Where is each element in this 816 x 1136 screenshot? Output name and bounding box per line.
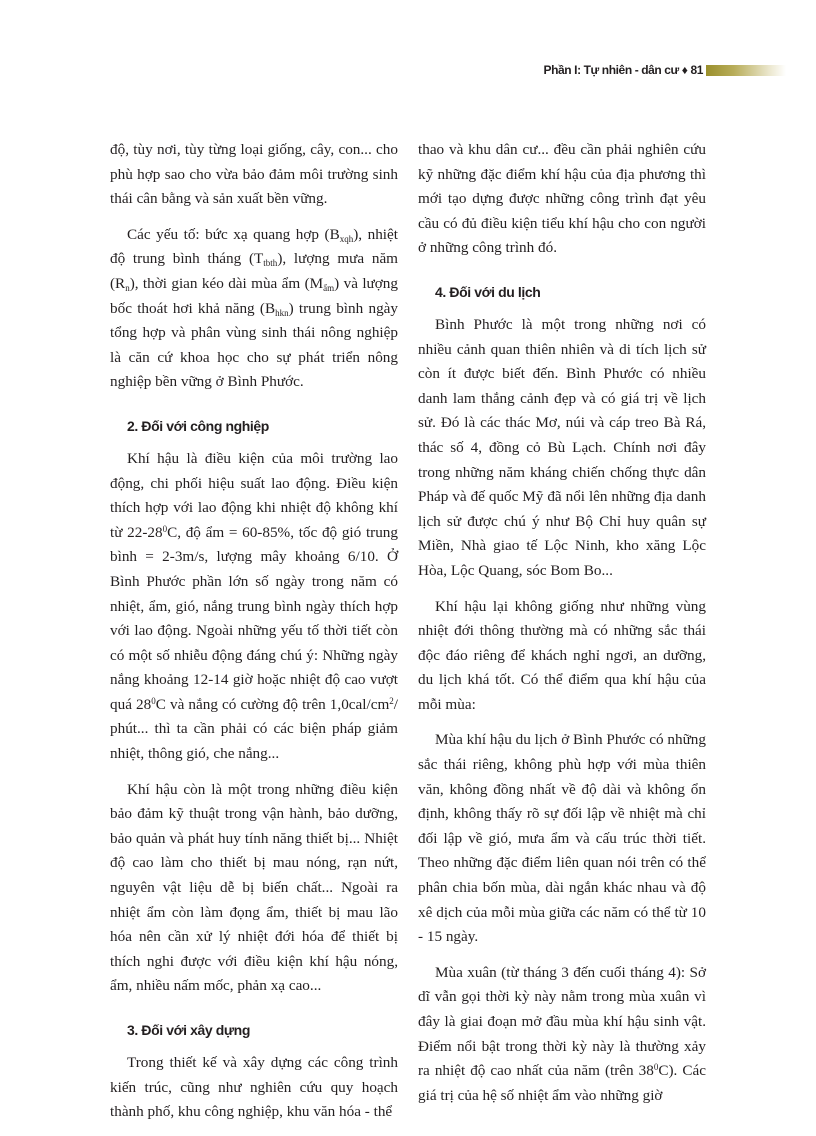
section-heading: 4. Đối với du lịch [435, 283, 541, 300]
header-decor-bar [706, 65, 786, 76]
paragraph [110, 447, 398, 767]
section-heading: 2. Đối với công nghiệp [127, 417, 269, 434]
superscript: 0 [653, 1062, 659, 1073]
text: ), lượng mưa năm (R [110, 250, 398, 292]
text: C). Các giá trị của hệ số nhiệt ẩm vào những giờ [418, 1062, 706, 1104]
paragraph [110, 223, 398, 395]
text: ), thời gian kéo dài mùa ẩm (M [129, 274, 324, 292]
paragraph: độ, tùy nơi, tùy từng loại giống, cây, con... cho phù hợp sao cho vừa bảo đảm môi trường sinh thái cân bằng và sản xuất bền vững. [110, 141, 398, 208]
text: Các yếu tố: bức xạ quang hợp (B [127, 225, 340, 243]
left-column [110, 138, 398, 1136]
running-header [543, 62, 786, 78]
text: C, độ ẩm = 60-85%, tốc độ gió trung bình = 2-3m/s, lượng mây khoảng 6/10. Ở Bình Phước phần lớn số ngày trong năm có nhiệt, ẩm, gió, nắng trung bình ngày thích hợp với lao động. Ngoài những yếu tố thời tiết còn có một số nhiễu động đáng chú ý: Những ngày nắng khoảng 12-14 giờ hoặc nhiệt độ cao vượt quá 28 [110, 523, 398, 713]
text: ) và lượng bốc thoát hơi khả năng (B [110, 274, 398, 317]
paragraph: Bình Phước là một trong những nơi có nhiều cảnh quan thiên nhiên và di tích lịch sử còn ít được biết đến. Bình Phước có nhiều danh lam thắng cảnh đẹp và có giá trị về lịch sử. Đó là các thác Mơ, núi và cáp treo Bà Rá, thác số 4, đồng cỏ Bù Lạch. Chính nơi đây trong những năm kháng chiến chống thực dân Pháp và đế quốc Mỹ đã nổi lên những địa danh lịch sử được chú ý như Bộ Chỉ huy quân sự Miền, Nhà giao tế Lộc Ninh, kho xăng Lộc Hòa, Lộc Quang, sóc Bom Bo... [418, 315, 706, 579]
paragraph [418, 961, 706, 1109]
paragraph: thao và khu dân cư... đều cần phải nghiên cứu kỹ những đặc điểm khí hậu của địa phương thì mới tạo dựng được những công trình đạt yêu cầu có đủ điều kiện tiểu khí hậu cho con người ở những công trình đó. [418, 141, 706, 257]
subscript: hkn [275, 307, 289, 318]
text: Mùa xuân (từ tháng 3 đến cuối tháng 4): Sở dĩ vẫn gọi thời kỳ này nằm trong mùa xuân vì đây là giai đoạn mở đầu mùa khí hậu sinh vật. Điểm nổi bật trong thời kỳ này là thường xảy ra nhiệt độ cao nhất của năm (trên 38 [418, 963, 706, 1080]
text: ) trung bình ngày tổng hợp và phân vùng sinh thái nông nghiệp là căn cứ khoa học cho sự phát triển nông nghiệp bền vững ở Bình Phước. [110, 299, 398, 391]
subscript: ẩm [323, 282, 335, 293]
subscript: xqh [339, 233, 354, 244]
paragraph: Khí hậu lại không giống như những vùng nhiệt đới thông thường mà có những sắc thái độc đáo riêng để khách nghỉ ngơi, an dưỡng, du lịch khá tốt. Có thể điểm qua khí hậu của mỗi mùa: [418, 597, 706, 713]
text: C và nắng có cường độ trên 1,0cal/cm [155, 695, 390, 713]
section-heading: 3. Đối với xây dựng [127, 1022, 250, 1038]
superscript: 0 [151, 695, 156, 706]
subscript: tbth [263, 258, 278, 269]
text: Khí hậu là điều kiện của môi trường lao động, chi phối hiệu suất lao động. Điều kiện thích hợp với lao động khi nhiệt độ không khí từ 22-28 [110, 449, 398, 541]
superscript: 2 [389, 695, 394, 706]
paragraph: Trong thiết kế và xây dựng các công trình kiến trúc, cũng như nghiên cứu quy hoạch thành phố, khu công nghiệp, khu văn hóa - thể [110, 1054, 398, 1121]
superscript: 0 [162, 523, 168, 534]
text: ), nhiệt độ trung bình tháng (T [110, 225, 398, 268]
text: / phút... thì ta cần phải có các biện pháp giảm nhiệt, thông gió, che nắng... [110, 695, 398, 763]
subscript: n [125, 282, 130, 293]
paragraph: Khí hậu còn là một trong những điều kiện bảo đảm kỹ thuật trong vận hành, bảo dưỡng, bảo quản và phát huy tính năng thiết bị... Nhiệt độ cao làm cho thiết bị mau nóng, rạn nứt, nguyên vật liệu dễ bị biến chất... Ngoài ra nhiệt ẩm còn làm đọng ẩm, thiết bị mau lão hóa nên cần xử lý nhiệt đới hóa để thiết bị thích nghi được với điều kiện khí hậu nóng, ẩm, nhiều nấm mốc, phản xạ cao... [110, 780, 398, 995]
right-column [418, 138, 706, 1119]
paragraph: Mùa khí hậu du lịch ở Bình Phước có những sắc thái riêng, không phù hợp với mùa thiên văn, không đồng nhất về độ dài và không ổn định, không thấy rõ sự đối lập về nhiệt mà chỉ đối lập về gió, mưa ẩm và cấu trúc thời tiết. Theo những đặc điểm liên quan nói trên có thể phân chia bốn mùa, dài ngắn khác nhau và độ xê dịch của mỗi mùa giữa các năm có thể từ 10 - 15 ngày. [418, 731, 706, 946]
header-text: Phần I: Tự nhiên - dân cư ♦ 81 [543, 63, 703, 77]
